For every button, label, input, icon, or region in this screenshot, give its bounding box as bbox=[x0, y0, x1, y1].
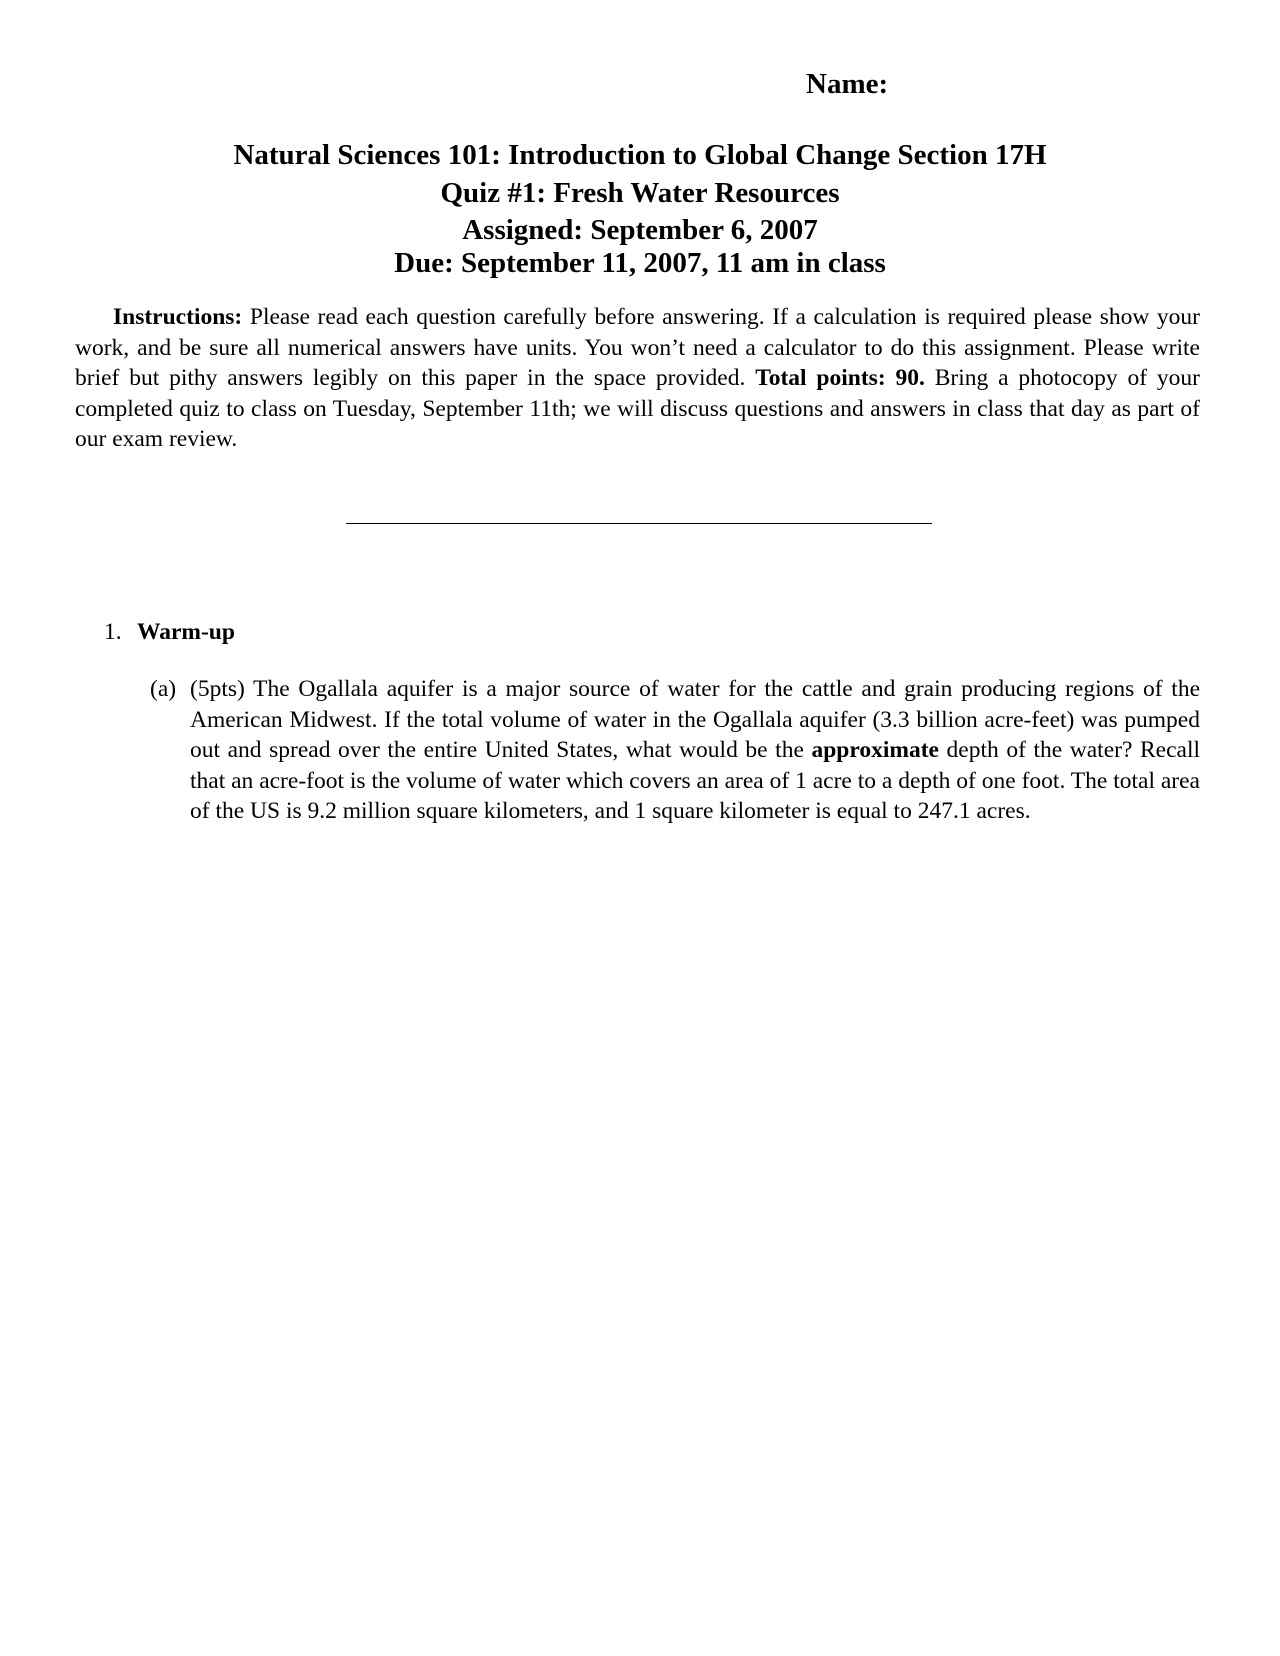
subquestion-emphasis: approximate bbox=[811, 737, 939, 763]
due-date: Due: September 11, 2007, 11 am in class bbox=[394, 247, 886, 279]
quiz-title: Quiz #1: Fresh Water Resources bbox=[440, 177, 840, 209]
question-title: Warm-up bbox=[137, 619, 235, 645]
subquestion-label: (a) bbox=[150, 676, 177, 702]
subquestion-text-part: depth of the water? Recall that an acre-foot is the volume of water which covers an area of 1 acre to a depth of one foot. The total area of the US is 9.2 million square kilometers, and 1 square kilometer is equal to 247.1 acres. bbox=[190, 737, 1201, 824]
instructions-text-continued: Bring a photocopy of your completed quiz to class on Tuesday, September 11th; we will discuss questions and answers in class that day as part of our exam review. bbox=[75, 365, 1201, 452]
instructions-text: Please read each question carefully before answering. If a calculation is required please show your work, and be sure all numerical answers have units. You won’t need a calculator to do this assignment. Please write brief but pithy answers legibly on this paper in the space provided. bbox=[75, 304, 1200, 391]
instructions-paragraph bbox=[75, 302, 1200, 455]
question-number: 1. bbox=[104, 619, 122, 645]
total-points: Total points: 90. bbox=[755, 365, 925, 391]
subquestion-text-part: (5pts) The Ogallala aquifer is a major source of water for the cattle and grain producing regions of the American Midwest. If the total volume of water in the Ogallala aquifer (3.3 billion acre-feet) was pumped out and spread over the entire United States, what would be the bbox=[190, 676, 1200, 763]
instructions-label: Instructions: bbox=[113, 304, 243, 330]
assigned-date: Assigned: September 6, 2007 bbox=[462, 214, 818, 246]
title-block bbox=[0, 136, 1280, 278]
name-label: Name: bbox=[806, 68, 889, 100]
subquestion-text bbox=[190, 674, 1200, 827]
section-divider bbox=[346, 523, 932, 524]
course-title: Natural Sciences 101: Introduction to Global Change Section 17H bbox=[233, 139, 1047, 171]
